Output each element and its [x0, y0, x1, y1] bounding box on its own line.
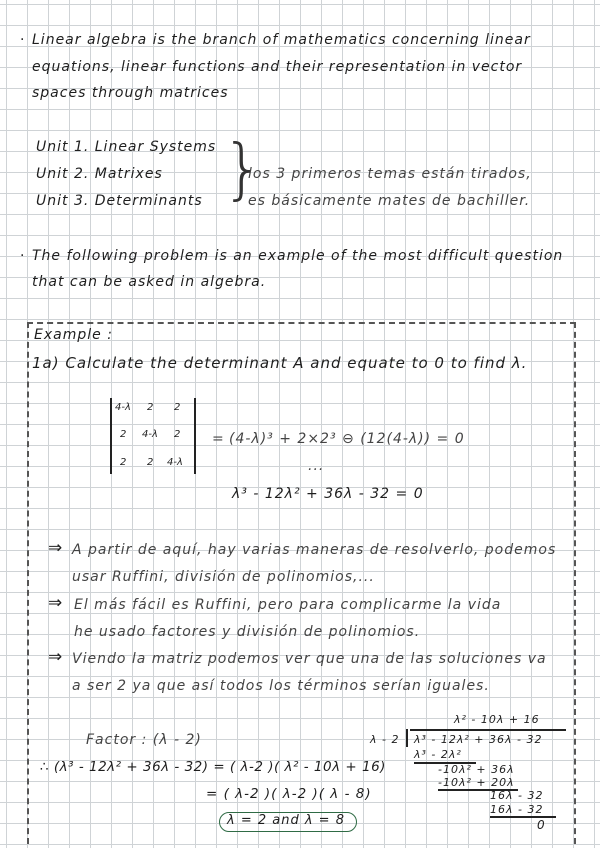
factor-line-2: = ( λ-2 )( λ-2 )( λ - 8): [206, 786, 372, 802]
note-2-line-1: El más fácil es Ruffini, pero para complicarme la vida: [74, 597, 502, 613]
implies-arrow-icon: ⇒: [48, 647, 63, 667]
intro-line-1: Linear algebra is the branch of mathematics concerning linear: [32, 32, 531, 48]
implies-arrow-icon: ⇒: [48, 593, 63, 613]
division-divisor: λ - 2: [370, 733, 400, 746]
unit-3: Unit 3. Determinants: [36, 193, 203, 209]
matrix-cell: 4-λ: [142, 429, 158, 440]
det-equals: =: [212, 431, 225, 447]
note-3-line-1: Viendo la matriz podemos ver que una de las soluciones va: [72, 651, 547, 667]
problem-intro-line-1: The following problem is an example of the most difficult question: [32, 248, 564, 264]
division-remainder: 0: [537, 818, 546, 832]
ellipsis: ...: [308, 458, 325, 474]
bullet-dot: ·: [20, 248, 25, 264]
division-step-4: 16λ - 32: [490, 789, 544, 802]
note-1-line-1: A partir de aquí, hay varias maneras de resolverlo, podemos: [72, 542, 557, 558]
division-step-2: -10λ² + 36λ: [438, 763, 515, 776]
example-label: Example :: [34, 327, 113, 343]
division-bracket: [406, 729, 408, 747]
matrix-cell: 4-λ: [167, 457, 183, 468]
right-brace: }: [222, 130, 264, 207]
division-dividend: λ³ - 12λ² + 36λ - 32: [414, 733, 543, 746]
matrix-cell: 2: [174, 429, 181, 440]
unit-1: Unit 1. Linear Systems: [36, 139, 217, 155]
intro-line-2: equations, linear functions and their representation in vector: [32, 59, 523, 75]
unit-2: Unit 2. Matrixes: [36, 166, 163, 182]
matrix-cell: 2: [174, 402, 181, 413]
note-3-line-2: a ser 2 ya que así todos los términos serían iguales.: [72, 678, 490, 694]
final-answer: λ = 2 and λ = 8: [227, 813, 345, 828]
intro-line-3: spaces through matrices: [32, 85, 229, 101]
factor-line-1: ∴ (λ³ - 12λ² + 36λ - 32) = ( λ-2 )( λ² - 10λ + 16): [40, 759, 386, 775]
matrix-cell: 4-λ: [115, 402, 131, 413]
division-step-5: 16λ - 32: [490, 803, 544, 816]
implies-arrow-icon: ⇒: [48, 538, 63, 558]
bullet-dot: ·: [20, 32, 25, 48]
note-2-line-2: he usado factores y división de polinomios.: [74, 624, 421, 640]
determinant-matrix: [110, 398, 196, 474]
example-question: 1a) Calculate the determinant A and equate to 0 to find λ.: [32, 354, 528, 372]
division-rule: [490, 816, 556, 818]
side-note-line-1: los 3 primeros temas están tirados,: [248, 166, 532, 182]
division-quotient: λ² - 10λ + 16: [454, 713, 540, 726]
det-expansion: (4-λ)³ + 2×2³ ⊖ (12(4-λ)) = 0: [229, 431, 465, 447]
matrix-cell: 2: [147, 457, 154, 468]
division-bar: [410, 729, 566, 731]
matrix-cell: 2: [120, 457, 127, 468]
side-note-line-2: es básicamente mates de bachiller.: [248, 193, 531, 209]
matrix-cell: 2: [147, 402, 154, 413]
problem-intro-line-2: that can be asked in algebra.: [32, 274, 267, 290]
matrix-cell: 2: [120, 429, 127, 440]
division-step-1: λ³ - 2λ²: [414, 748, 462, 761]
cubic-equation: λ³ - 12λ² + 36λ - 32 = 0: [232, 486, 424, 502]
factor-label: Factor : (λ - 2): [86, 732, 202, 748]
division-step-3: -10λ² + 20λ: [438, 776, 515, 789]
note-1-line-2: usar Ruffini, división de polinomios,...: [72, 569, 375, 585]
